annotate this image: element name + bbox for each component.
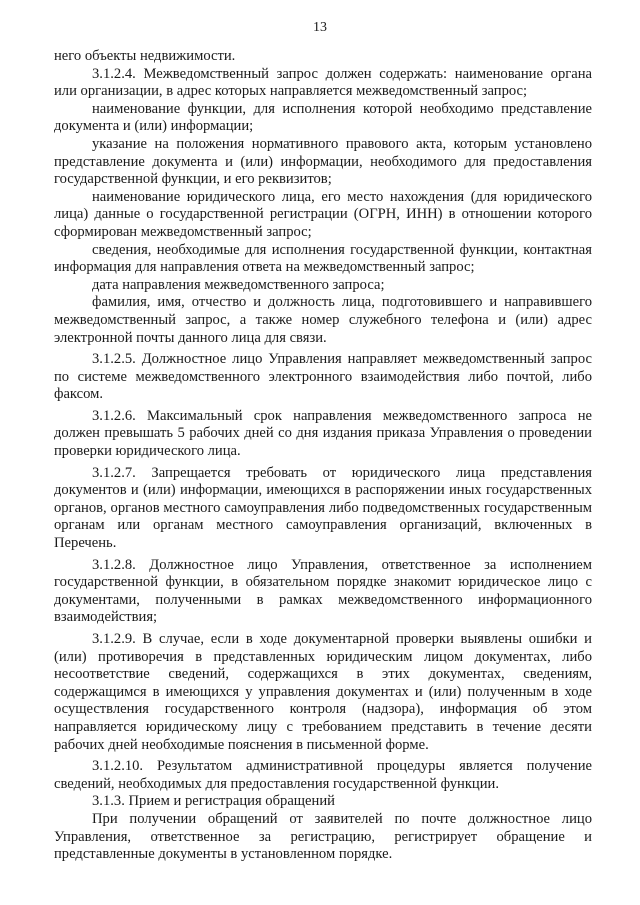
paragraph-required-info: сведения, необходимые для исполнения государственной функции, контактная информация для направления ответа на межведомственный запрос; xyxy=(54,241,592,276)
paragraph-3-1-2-9: 3.1.2.9. В случае, если в ходе документарной проверки выявлены ошибки и (или) противоречия в представленных юридическим лицом документах, либо несоответствие сведений, содержащихся в этих документах, сведениям, содержащимся в имеющихся у управления документах и (или) полученным в ходе осуществления государственного контроля (надзора), информация об этом направляется юридическому лицу с требованием представить в течение десяти рабочих дней необходимые пояснения в письменной форме. xyxy=(54,631,592,753)
paragraph-3-1-2-10: 3.1.2.10. Результатом административной процедуры является получение сведений, необходимых для предоставления государственной функции. xyxy=(54,758,592,792)
paragraph-3-1-2-6: 3.1.2.6. Максимальный срок направления межведомственного запроса не должен превышать 5 рабочих дней со дня издания приказа Управления о проведении проверки юридического лица. xyxy=(54,407,592,460)
paragraph-continuation: него объекты недвижимости. xyxy=(54,48,236,64)
paragraph-3-1-2-8: 3.1.2.8. Должностное лицо Управления, ответственное за исполнением государственной функции, в обязательном порядке знакомит юридическое лицо с документами, полученными в рамках межведомственного информационного взаимодействия; xyxy=(54,556,592,626)
paragraph-sender-details: фамилия, имя, отчество и должность лица, подготовившего и направившего межведомственный запрос, а также номер служебного телефона и (или) адрес электронной почты данного лица для связи. xyxy=(54,294,592,346)
paragraph-legal-act-reference: указание на положения нормативного правового акта, которым установлено представление документа и (или) информации, необходимого для предоставления государственной функции, и его реквизитов; xyxy=(54,135,592,188)
paragraph-3-1-2-4: 3.1.2.4. Межведомственный запрос должен содержать: наименование органа или организации, в адрес которых направляется межведомственный запрос; xyxy=(54,65,592,100)
paragraph-function-name: наименование функции, для исполнения которой необходимо представление документа и (или) информации; xyxy=(54,100,592,135)
page-number: 13 xyxy=(313,20,327,35)
section-heading-3-1-3: 3.1.3. Прием и регистрация обращений xyxy=(92,793,335,810)
paragraph-legal-entity-name: наименование юридического лица, его место нахождения (для юридического лица) данные о государственной регистрации (ОГРН, ИНН) в отношении которого сформирован межведомственный запрос; xyxy=(54,188,592,240)
paragraph-mail-registration: При получении обращений от заявителей по почте должностное лицо Управления, ответственное за регистрацию, регистрирует обращение и представленные документы в установленном порядке. xyxy=(54,810,592,863)
paragraph-3-1-2-5: 3.1.2.5. Должностное лицо Управления направляет межведомственный запрос по системе межведомственного электронного взаимодействия либо почтой, либо факсом. xyxy=(54,351,592,403)
paragraph-request-date: дата направления межведомственного запроса; xyxy=(92,276,385,293)
paragraph-3-1-2-7: 3.1.2.7. Запрещается требовать от юридического лица представления документов и (или) информации, имеющихся в распоряжении иных государственных органов, органов местного самоуправления либо подведомственных государственным органам или органам местного самоуправления организаций, включенных в Перечень. xyxy=(54,464,592,552)
document-body xyxy=(54,48,592,864)
